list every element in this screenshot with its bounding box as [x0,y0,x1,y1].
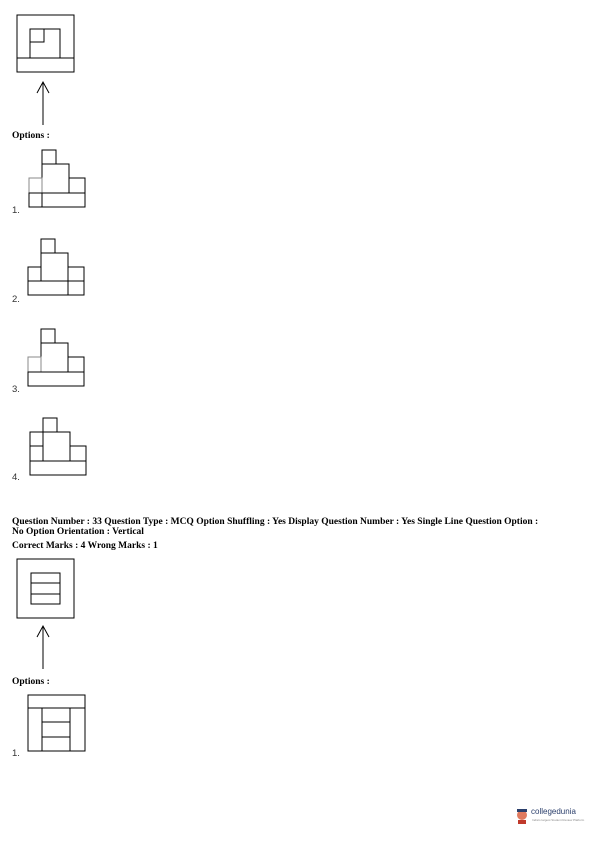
option-number-1: 1. [12,748,20,759]
logo-icon [515,807,529,830]
collegedunia-logo [515,806,591,828]
options-label: Options : [12,677,50,687]
option-number-1: 1. [12,205,20,216]
up-arrow-icon [36,624,50,670]
option-figure-1[interactable] [27,148,89,210]
option-number-2: 2. [12,294,20,305]
option-number-4: 4. [12,472,20,483]
logo-tagline: India's largest Student Review Platform [532,818,585,822]
options-label: Options : [12,131,50,141]
option-figure-1[interactable] [27,694,87,754]
question-figure [16,14,76,74]
question-meta-line-1: Question Number : 33 Question Type : MCQ Option Shuffling : Yes Display Question Number : Yes Single Line Question Option : [12,517,539,527]
option-figure-2[interactable] [26,237,88,299]
question-figure [16,558,76,620]
question-meta-line-2: No Option Orientation : Vertical [12,527,144,537]
option-figure-4[interactable] [28,416,90,478]
question-marks: Correct Marks : 4 Wrong Marks : 1 [12,541,158,551]
up-arrow-icon [36,80,50,126]
logo-brand: collegedunia [531,807,576,816]
option-number-3: 3. [12,384,20,395]
option-figure-3[interactable] [26,327,88,389]
